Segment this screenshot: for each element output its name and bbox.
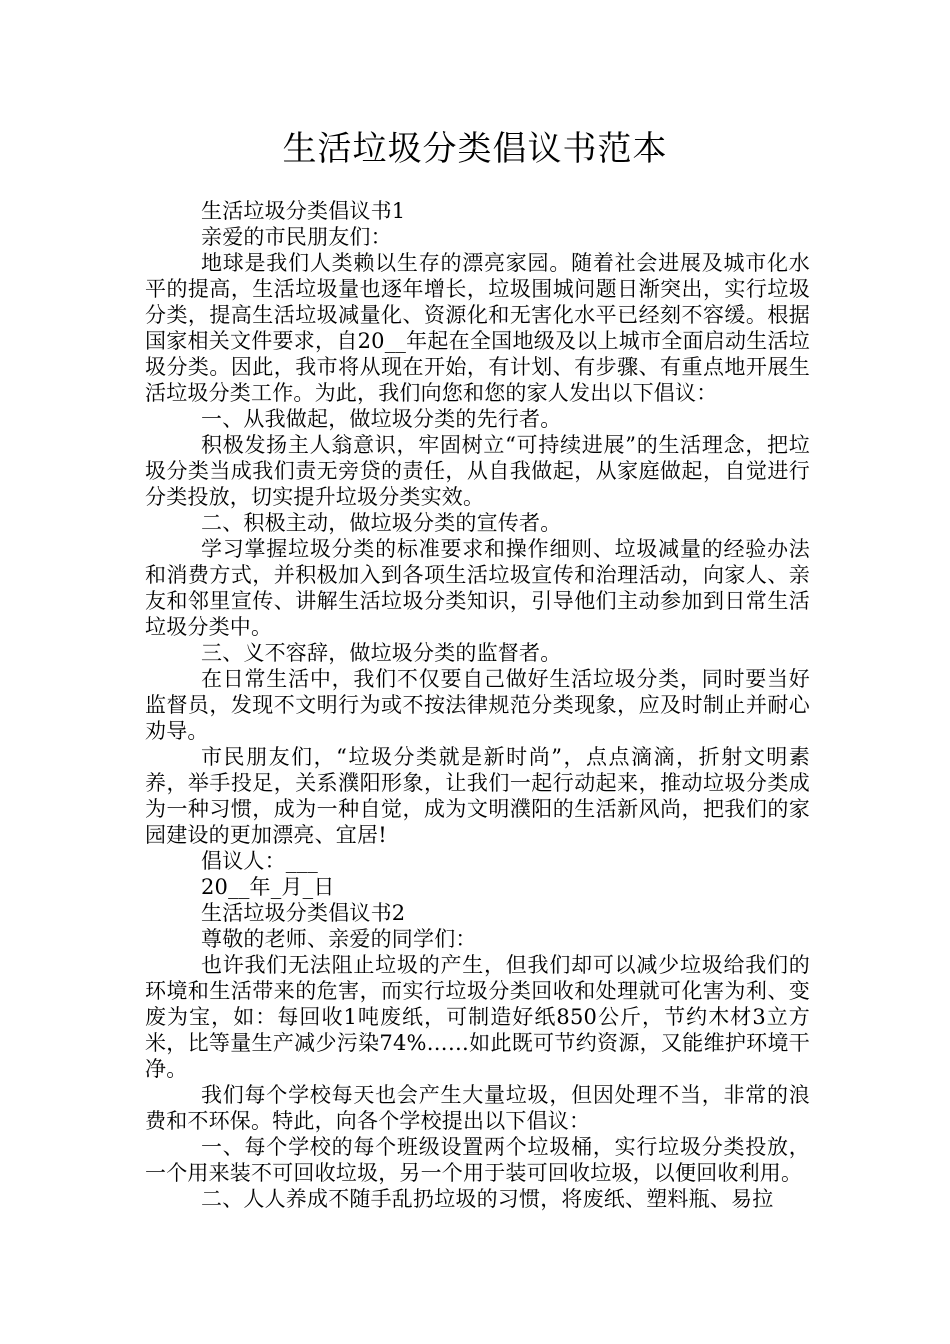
point-1-body: 积极发扬主人翁意识，牢固树立“可持续进展”的生活理念，把垃圾分类当成我们责无旁贷的责任，从自我做起，从家庭做起，自觉进行分类投放，切实提升垃圾分类实效。 (145, 433, 810, 509)
document-body (145, 198, 810, 1212)
paragraph-intro-1: 地球是我们人类赖以生存的漂亮家园。随着社会进展及城市化水平的提高，生活垃圾量也逐年增长，垃圾围城问题日渐突出，实行垃圾分类，提高生活垃圾减量化、资源化和无害化水平已经刻不容缓。根据国家相关文件要求，自20__年起在全国地级及以上城市全面启动生活垃圾分类。因此，我市将从现在开始，有计划、有步骤、有重点地开展生活垃圾分类工作。为此，我们向您和您的家人发出以下倡议： (145, 251, 810, 405)
point-3-heading: 三、义不容辞，做垃圾分类的监督者。 (201, 641, 562, 665)
salutation-2: 尊敬的老师、亲爱的同学们： (201, 927, 477, 951)
point-1-heading: 一、从我做起，做垃圾分类的先行者。 (201, 407, 562, 431)
salutation-1: 亲爱的市民朋友们： (201, 225, 392, 249)
point-2-body: 学习掌握垃圾分类的标准要求和操作细则、垃圾减量的经验办法和消费方式，并积极加入到各项生活垃圾宣传和治理活动，向家人、亲友和邻里宣传、讲解生活垃圾分类知识，引导他们主动参加到日常生活垃圾分类中。 (145, 537, 810, 639)
proposal-1: 一、每个学校的每个班级设置两个垃圾桶，实行垃圾分类投放，一个用来装不可回收垃圾，另一个用于装可回收垃圾，以便回收利用。 (145, 1135, 810, 1185)
signature-line: 倡议人：___ (201, 849, 318, 873)
point-2-heading: 二、积极主动，做垃圾分类的宣传者。 (201, 511, 562, 535)
heading-letter-1: 生活垃圾分类倡议书1 (201, 199, 406, 223)
heading-letter-2: 生活垃圾分类倡议书2 (201, 901, 406, 925)
proposal-2: 二、人人养成不随手乱扔垃圾的习惯，将废纸、塑料瓶、易拉 (201, 1187, 774, 1211)
paragraph-intro-2: 也许我们无法阻止垃圾的产生，但我们却可以减少垃圾给我们的环境和生活带来的危害，而实行垃圾分类回收和处理就可化害为利、变废为宝，如：每回收1吨废纸，可制造好纸850公斤，节约木材3立方米，比等量生产减少污染74%……如此既可节约资源，又能维护环境干净。 (145, 953, 810, 1081)
document-title: 生活垃圾分类倡议书范本 (282, 129, 668, 169)
paragraph-schools: 我们每个学校每天也会产生大量垃圾，但因处理不当，非常的浪费和不环保。特此，向各个学校提出以下倡议： (145, 1083, 810, 1133)
date-line: 20__年_月_日 (201, 875, 335, 899)
closing-paragraph-1: 市民朋友们，“垃圾分类就是新时尚”，点点滴滴，折射文明素养，举手投足，关系濮阳形象，让我们一起行动起来，推动垃圾分类成为一种习惯，成为一种自觉，成为文明濮阳的生活新风尚，把我们的家园建设的更加漂亮、宜居! (145, 745, 810, 847)
point-3-body: 在日常生活中，我们不仅要自己做好生活垃圾分类，同时要当好监督员，发现不文明行为或不按法律规范分类现象，应及时制止并耐心劝导。 (145, 667, 810, 743)
